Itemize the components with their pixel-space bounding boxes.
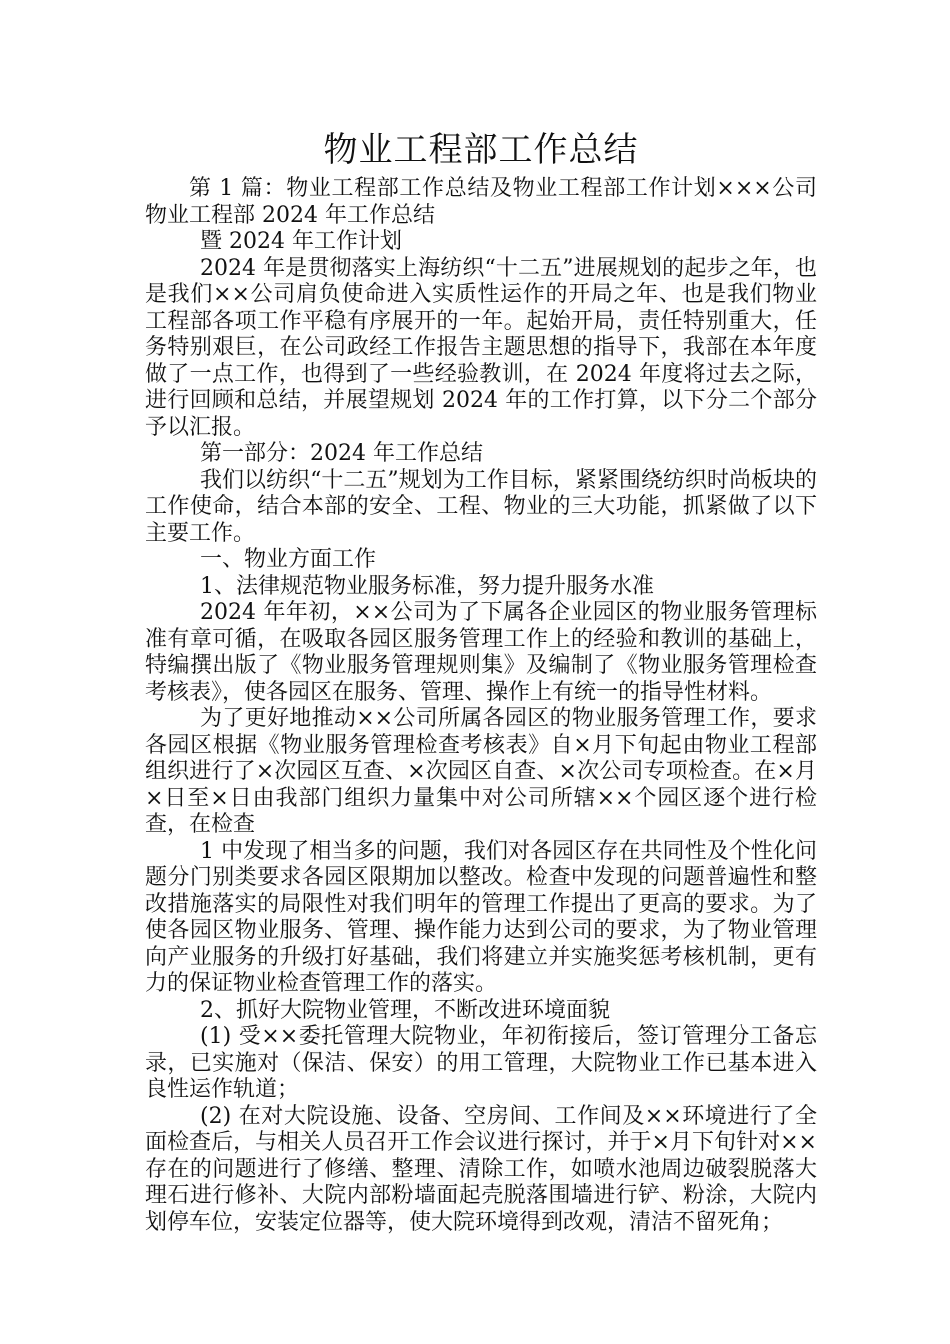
paragraph: (2) 在对大院设施、设备、空房间、工作间及××环境进行了全面检查后，与相关人员召开工作会议进行探讨，并于×月下旬针对××存在的问题进行了修缮、整理、清除工作，如喷水池周边破裂脱落大理石进行修补、大院内部粉墙面起壳脱落围墙进行铲、粉涂，大院内划停车位，安装定位器等，使大院环境得到改观，清洁不留死角； <box>145 1103 817 1235</box>
paragraph: 第一部分：2024 年工作总结 <box>200 441 483 466</box>
paragraph: 2024 年年初，××公司为了下属各企业园区的物业服务管理标准有章可循，在吸取各园区服务管理工作上的经验和教训的基础上，特编撰出版了《物业服务管理规则集》及编制了《物业服务管理检查考核表》，使各园区在服务、管理、操作上有统一的指导性材料。 <box>145 600 817 705</box>
paragraph: 1 中发现了相当多的问题，我们对各园区存在共同性及个性化问题分门别类要求各园区限期加以整改。检查中发现的问题普遍性和整改措施落实的局限性对我们明年的管理工作提出了更高的要求。为了使各园区物业服务、管理、操作能力达到公司的要求，为了物业管理向产业服务的升级打好基础，我们将建立并实施奖惩考核机制，更有力的保证物业检查管理工作的落实。 <box>145 838 817 996</box>
document-title: 物业工程部工作总结 <box>323 130 639 170</box>
paragraph: 2024 年是贯彻落实上海纺织“十二五”进展规划的起步之年，也是我们××公司肩负使命进入实质性运作的开局之年、也是我们物业工程部各项工作平稳有序展开的一年。起始开局，责任特别重大，任务特别艰巨，在公司政经工作报告主题思想的指导下，我部在本年度做了一点工作，也得到了一些经验教训，在 2024 年度将过去之际，进行回顾和总结，并展望规划 2024 年的工作打算，以下分二个部分予以汇报。 <box>145 255 817 440</box>
paragraph: (1) 受××委托管理大院物业，年初衔接后，签订管理分工备忘录，已实施对（保洁、保安）的用工管理，大院物业工作已基本进入良性运作轨道； <box>145 1024 817 1102</box>
paragraph: 第 1 篇：物业工程部工作总结及物业工程部工作计划×××公司物业工程部 2024 年工作总结 <box>145 176 817 228</box>
document-page <box>145 128 817 1236</box>
paragraph: 一、物业方面工作 <box>200 547 377 572</box>
paragraph: 1、法律规范物业服务标准，努力提升服务水准 <box>200 573 654 599</box>
paragraph: 暨 2024 年工作计划 <box>200 229 402 254</box>
paragraph: 我们以纺织“十二五”规划为工作目标，紧紧围绕纺织时尚板块的工作使命，结合本部的安全、工程、物业的三大功能，抓紧做了以下主要工作。 <box>145 467 817 546</box>
document-body <box>145 176 817 1236</box>
paragraph: 为了更好地推动××公司所属各园区的物业服务管理工作，要求各园区根据《物业服务管理检查考核表》自×月下旬起由物业工程部组织进行了×次园区互查、×次园区自查、×次公司专项检查。在×月×日至×日由我部门组织力量集中对公司所辖××个园区逐个进行检查，在检查 <box>145 706 817 837</box>
paragraph: 2、抓好大院物业管理，不断改进环境面貌 <box>200 997 610 1023</box>
